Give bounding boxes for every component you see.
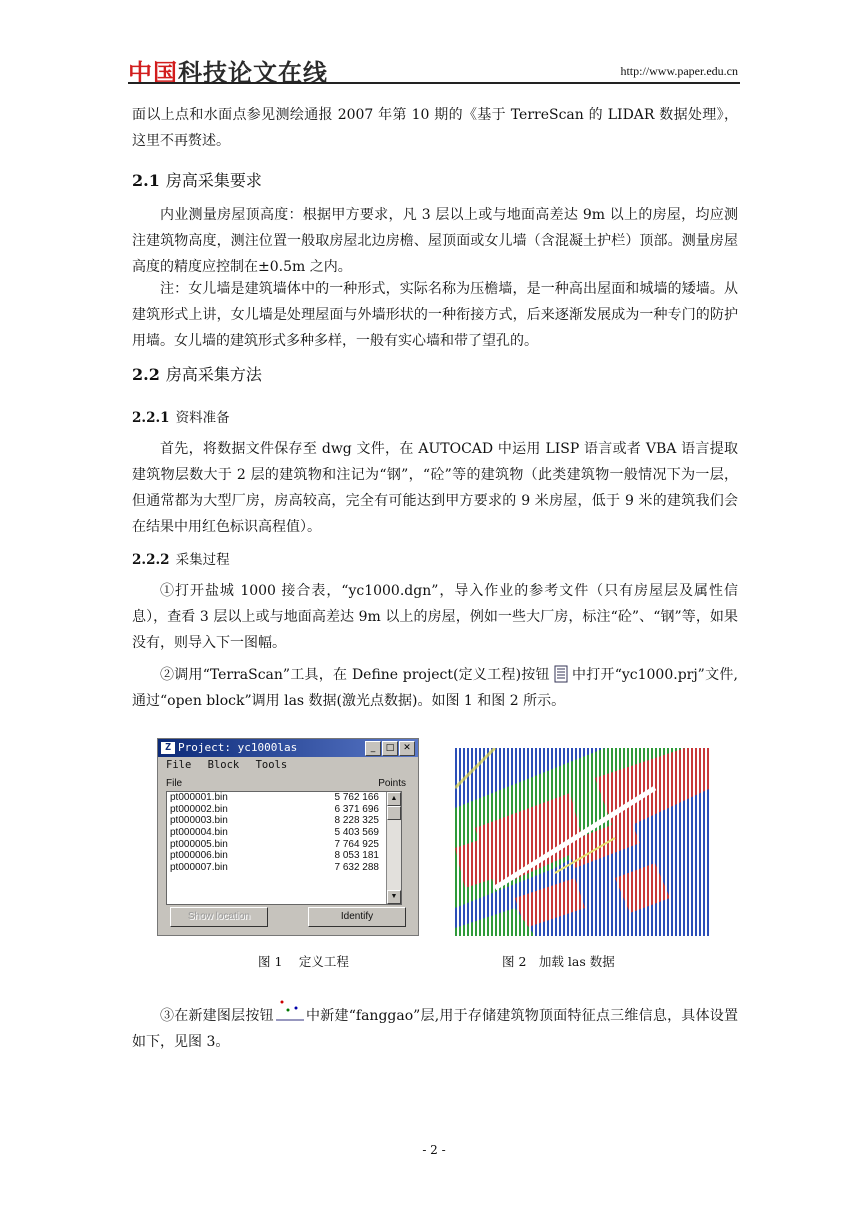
section-number: 2.2 [132, 365, 160, 384]
app-icon: Z [161, 742, 175, 754]
step-2-text-a: ②调用“TerraScan”工具，在 Define project(定义工程)按钮 [160, 667, 550, 683]
new-layer-icon [276, 998, 304, 1022]
scroll-up-icon: ▲ [387, 792, 401, 806]
subsection-title: 资料准备 [175, 410, 230, 426]
show-location-button[interactable]: Show location [170, 907, 268, 927]
subsection-number: 2.2.1 [132, 410, 170, 426]
col-points-header: Points [378, 778, 406, 789]
logo-text-part1: 中国 [128, 59, 178, 87]
subsection-heading-2-2-2 [132, 548, 230, 568]
list-header [166, 777, 410, 791]
paragraph-2-1-a: 内业测量房屋顶高度：根据甲方要求，凡 3 层以上或与地面高差达 9m 以上的房屋，均应测注建筑物高度，测注位置一般取房屋北边房檐、屋顶面或女儿墙（含混凝土护栏）顶部。测量房屋高度的精度应控制在±0.5m 之内。 [132, 207, 738, 275]
las-point-cloud-image [455, 748, 711, 936]
window-menubar [158, 757, 418, 773]
scroll-down-icon: ▼ [387, 890, 401, 904]
step-2-text-b: 中打开“yc1000.prj”文件,通过“open block”调用 las 数据(激光点数据)。如图 1 和图 2 所示。 [132, 667, 738, 709]
window-titlebar [158, 739, 418, 757]
file-list [166, 791, 402, 905]
window-title: Project: yc1000las [178, 741, 298, 754]
paragraph-2-1-b: 注：女儿墙是建筑墙体中的一种形式，实际名称为压檐墙，是一种高出屋面和城墙的矮墙。从建筑形式上讲，女儿墙是处理屋面与外墙形状的一种衔接方式，后来逐渐发展成为一种专门的防护用墙。女儿墙的建筑形式多种多样，一般有实心墙和带了望孔的。 [132, 281, 738, 349]
define-project-icon [552, 665, 570, 683]
figure-1-caption: 图 1 定义工程 [258, 954, 349, 969]
subsection-heading-2-2-1 [132, 406, 230, 426]
col-file-header: File [166, 778, 183, 789]
figure-2-caption: 图 2 加载 las 数据 [502, 954, 615, 969]
menu-tools[interactable]: Tools [255, 759, 288, 771]
list-item: pt000007.bin 7 632 288 [170, 862, 379, 874]
list-item: pt000003.bin 8 228 325 [170, 815, 379, 827]
section-title: 房高采集要求 [165, 171, 262, 190]
section-heading-2-1 [132, 168, 262, 191]
step-3-paragraph [132, 998, 738, 1055]
step-2-paragraph [132, 662, 738, 714]
list-item: pt000002.bin 6 371 696 [170, 803, 379, 815]
list-item: pt000001.bin 5 762 166 [170, 792, 379, 803]
subsection-title: 采集过程 [175, 552, 230, 568]
header-rule [128, 82, 740, 84]
maximize-icon: □ [382, 741, 398, 756]
list-item: pt000004.bin 5 403 569 [170, 827, 379, 839]
step-3-text-a: ③在新建图层按钮 [160, 1008, 274, 1024]
section-number: 2.1 [132, 171, 160, 190]
subsection-number: 2.2.2 [132, 552, 170, 568]
step-3-text-b: 中新建“fanggao”层,用于存储建筑物顶面特征点三维信息，具体设置如下，见图 3。 [132, 1008, 738, 1050]
close-icon: ✕ [399, 741, 415, 756]
project-window-screenshot [157, 738, 419, 936]
identify-button[interactable]: Identify [308, 907, 406, 927]
header-url: http://www.paper.edu.cn [620, 64, 738, 78]
menu-file[interactable]: File [166, 759, 192, 771]
menu-block[interactable]: Block [207, 759, 240, 771]
logo-text-part2: 科技论文在线 [178, 59, 328, 87]
scroll-thumb [387, 806, 401, 820]
section-title: 房高采集方法 [165, 365, 262, 384]
step-1-paragraph: ①打开盐城 1000 接合表，“yc1000.dgn”，导入作业的参考文件（只有房屋层及属性信息），查看 3 层以上或与地面高差达 9m 以上的房屋，例如一些大厂房，标注“砼”、“钢”等，如果没有，则导入下一图幅。 [132, 583, 738, 651]
list-item: pt000005.bin 7 764 925 [170, 838, 379, 850]
list-scrollbar[interactable] [386, 792, 401, 904]
minimize-icon: _ [365, 741, 381, 756]
page-number: - 2 - [422, 1143, 446, 1157]
paragraph-2-2-1: 首先，将数据文件保存至 dwg 文件，在 AUTOCAD 中运用 LISP 语言或者 VBA 语言提取建筑物层数大于 2 层的建筑物和注记为“钢”，“砼”等的建筑物（此类建筑物一般情况下为一层，但通常都为大型厂房，房高较高，完全有可能达到甲方要求的 9 米房屋，低于 9 米的建筑我们会在结果中用红色标识高程值）。 [132, 441, 738, 535]
intro-paragraph: 面以上点和水面点参见测绘通报 2007 年第 10 期的《基于 TerreScan 的 LIDAR 数据处理》，这里不再赘述。 [132, 107, 738, 149]
section-heading-2-2 [132, 362, 262, 385]
list-item: pt000006.bin 8 053 181 [170, 850, 379, 862]
